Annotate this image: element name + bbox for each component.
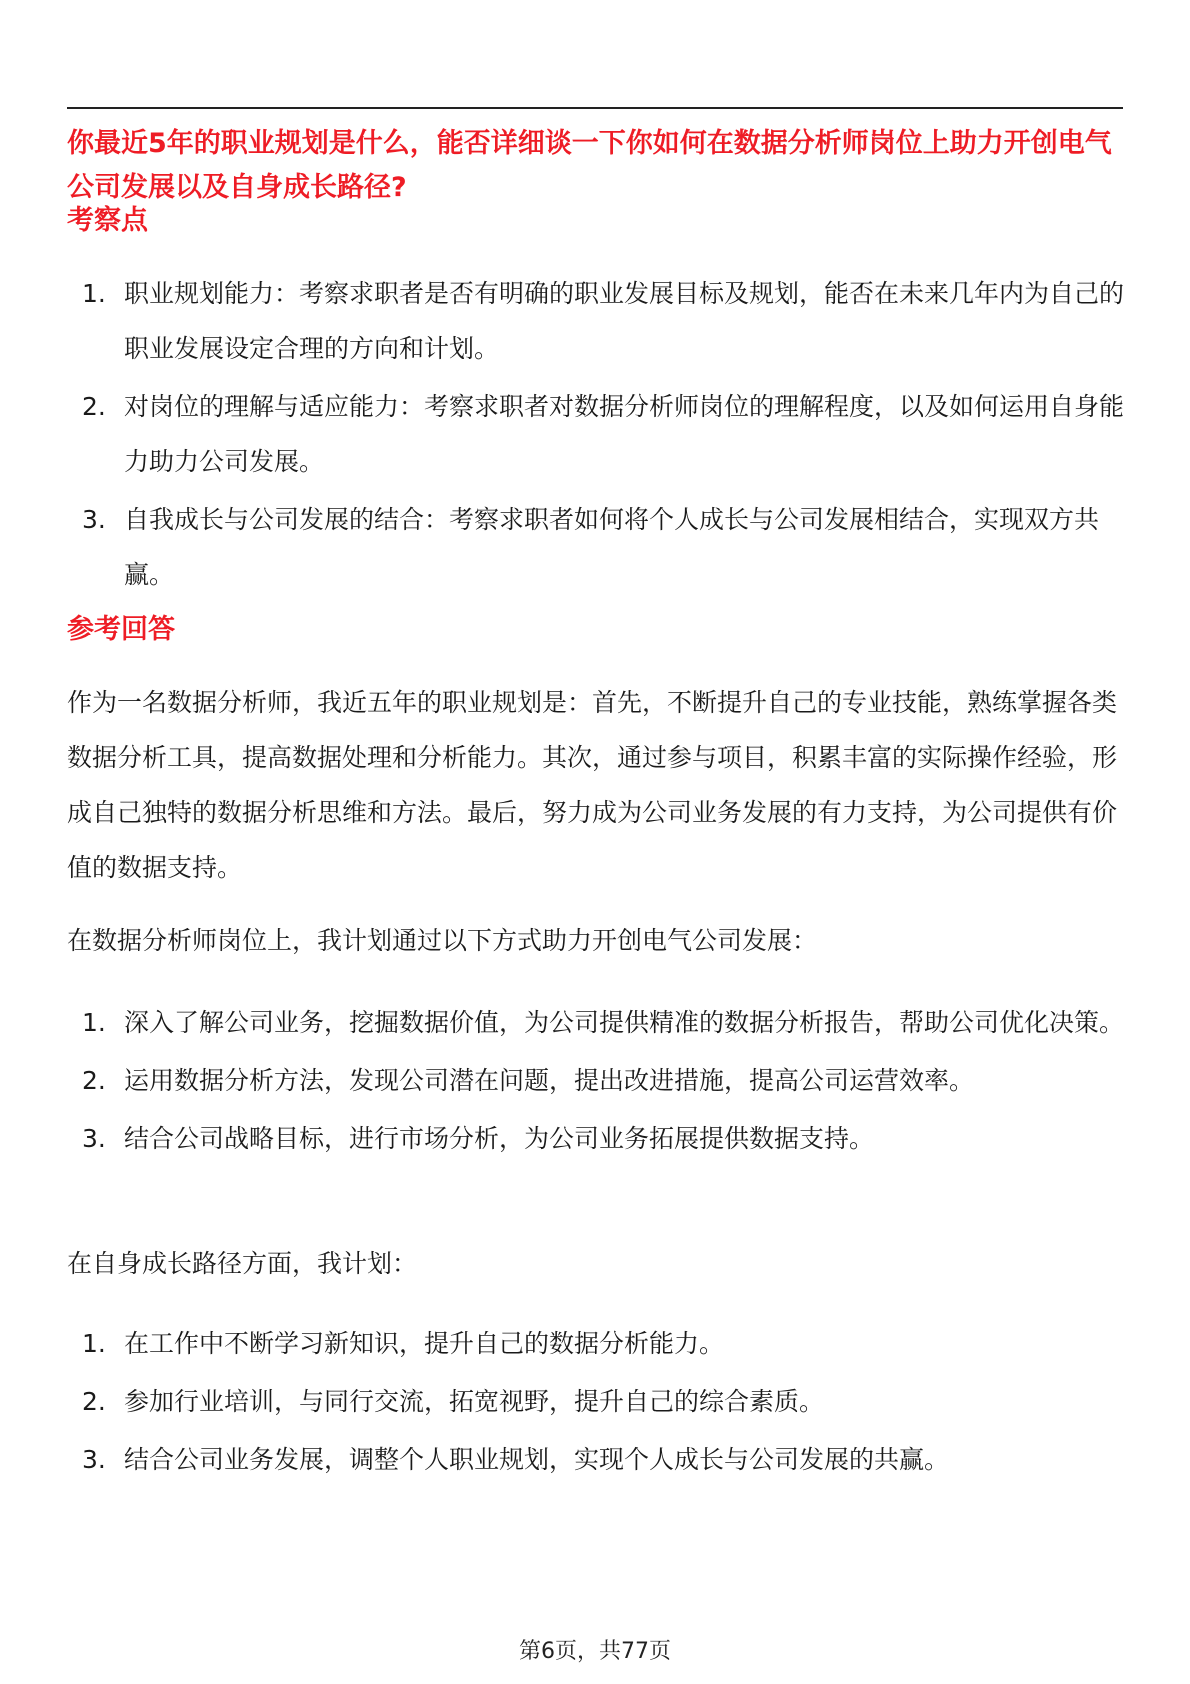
list-item: 1. 深入了解公司业务，挖掘数据价值，为公司提供精准的数据分析报告，帮助公司优化决策。 <box>82 1008 1125 1037</box>
points-list <box>67 266 1127 605</box>
growth-lead: 在自身成长路径方面，我计划： <box>67 1249 418 1278</box>
list-item: 2. 对岗位的理解与适应能力：考察求职者对数据分析师岗位的理解程度，以及如何运用自身能力助力公司发展。 <box>82 392 1125 476</box>
growth-list <box>67 1316 1127 1490</box>
question-title: 你最近5年的职业规划是什么，能否详细谈一下你如何在数据分析师岗位上助力开创电气公司发展以及自身成长路径? <box>67 128 1112 203</box>
company-lead: 在数据分析师岗位上，我计划通过以下方式助力开创电气公司发展： <box>67 926 818 955</box>
company-list <box>67 995 1127 1169</box>
answer-intro: 作为一名数据分析师，我近五年的职业规划是：首先，不断提升自己的专业技能，熟练掌握各类数据分析工具，提高数据处理和分析能力。其次，通过参与项目，积累丰富的实际操作经验，形成自己独特的数据分析思维和方法。最后，努力成为公司业务发展的有力支持，为公司提供有价值的数据支持。 <box>67 688 1118 882</box>
list-item: 3. 结合公司战略目标，进行市场分析，为公司业务拓展提供数据支持。 <box>82 1124 875 1153</box>
list-item: 2. 参加行业培训，与同行交流，拓宽视野，提升自己的综合素质。 <box>82 1387 825 1416</box>
list-item: 1. 在工作中不断学习新知识，提升自己的数据分析能力。 <box>82 1329 725 1358</box>
section-heading-points: 考察点 <box>67 205 148 236</box>
top-divider <box>67 107 1123 109</box>
list-item: 1. 职业规划能力：考察求职者是否有明确的职业发展目标及规划，能否在未来几年内为自己的职业发展设定合理的方向和计划。 <box>82 279 1125 363</box>
page-number: 第6页，共77页 <box>519 1639 671 1664</box>
list-item: 2. 运用数据分析方法，发现公司潜在问题，提出改进措施，提高公司运营效率。 <box>82 1066 975 1095</box>
list-item: 3. 自我成长与公司发展的结合：考察求职者如何将个人成长与公司发展相结合，实现双方共赢。 <box>82 505 1100 589</box>
list-item: 3. 结合公司业务发展，调整个人职业规划，实现个人成长与公司发展的共赢。 <box>82 1445 950 1474</box>
section-heading-answer: 参考回答 <box>67 614 175 645</box>
